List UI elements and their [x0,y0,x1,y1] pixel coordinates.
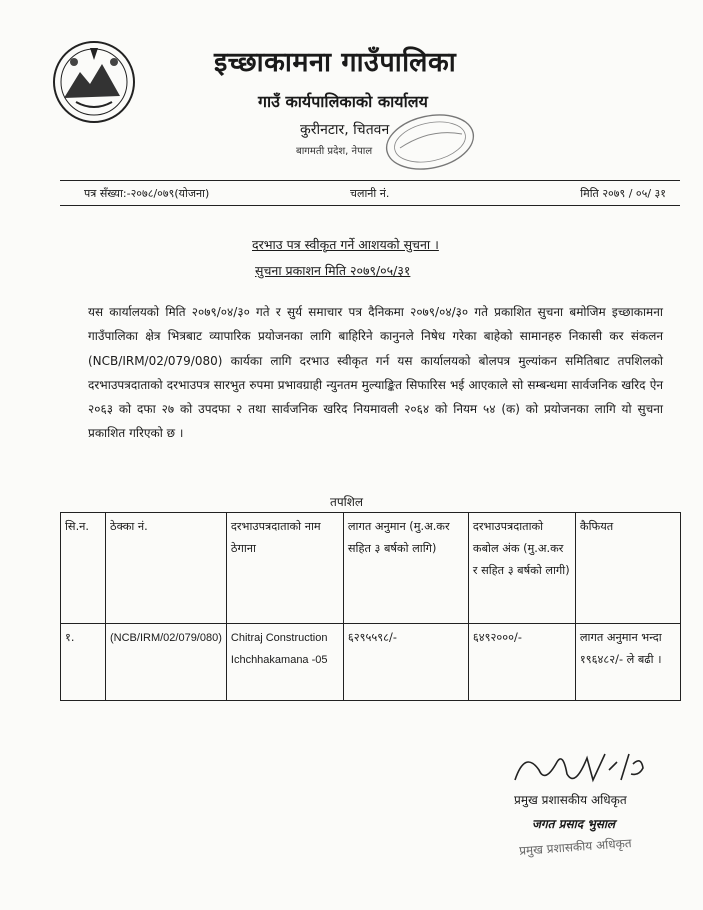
col-header-remarks: कैफियत [575,513,680,624]
signatory-name: जगत प्रसाद भुसाल [532,817,616,831]
col-header-estimate: लागत अनुमान (मु.अ.कर सहित ३ बर्षको लागि) [343,513,468,624]
col-header-bid: दरभाउपत्रदाताको कबोल अंक (मु.अ.कर र सहित ३ बर्षको लागी) [468,513,575,624]
cell-bidder: Chitraj Construction Ichchhakamana -05 [226,624,343,701]
letter-date: मिति २०७९ / ०५/ ३१ [580,187,666,200]
col-header-bidder: दरभाउपत्रदाताको नाम ठेगाना [226,513,343,624]
office-subtitle: गाउँ कार्यपालिकाको कार्यालय [258,92,428,111]
letter-number: पत्र सँख्या:-२०७८/०७९(योजना) [84,187,210,200]
details-label: तपशिल [330,495,364,509]
details-table [60,512,681,701]
notice-heading: दरभाउ पत्र स्वीकृत गर्ने आशयको सुचना । [252,237,439,252]
municipality-title: इच्छाकामना गाउँपालिका [214,47,457,78]
table-header-row [61,513,681,624]
office-stamp [370,108,480,178]
cell-estimate: ६२९५५९८/- [343,624,468,701]
reference-row [60,180,680,206]
dispatch-number: चलानी नं. [350,187,390,200]
signatory-stamp-designation: प्रमुख प्रशासकीय अधिकृत [518,836,633,858]
notice-body [88,300,663,446]
cell-contract: (NCB/IRM/02/079/080) [106,624,227,701]
publish-date: सुचना प्रकाशन मिति २०७९/०५/३१ [255,263,411,278]
cell-sn: १. [61,624,106,701]
signatory-designation: प्रमुख प्रशासकीय अधिकृत [514,793,627,807]
cell-bid: ६४९२०००/- [468,624,575,701]
cell-remarks: लागत अनुमान भन्दा १९६४८२/- ले बढी । [575,624,680,701]
office-address: कुरीनटार, चितवन [300,122,390,138]
col-header-sn: सि.न. [61,513,106,624]
notice-paragraph: यस कार्यालयको मिति २०७९/०४/३० गते र सुर्य समाचार पत्र दैनिकमा २०७९/०४/३० गते प्रकाशित सुचना बमोजिम इच्छाकामना गाउँपालिका क्षेत्र भित्रबाट व्यापारिक प्रयोजनका लागि बाहिरिने कानुनले निषेध गरेका बाहेको सामानहरु निकासी कर संकलन (NCB/IRM/02/079/080) कार्यका लागि दरभाउ स्वीकृत गर्न यस कार्यालयको बोलपत्र मुल्यांकन समितिबाट तपशिलको दरभाउपत्रदाताको दरभाउपत्र सारभुत रुपमा प्रभावग्राही न्युनतम मुल्याङ्कित सिफारिस भई आएकाले सो सम्बन्धमा सार्वजनिक खरिद ऐन २०६३ को दफा २७ को उपदफा २ तथा सार्वजनिक खरिद नियमावली २०६४ को नियम ५४ (क) को प्रयोजनका लागि यो सुचना प्रकाशित गरिएको छ । [88,305,663,441]
nepal-emblem-logo [50,38,138,126]
province-line: बागमती प्रदेश, नेपाल [296,146,373,157]
col-header-contract: ठेक्का नं. [106,513,227,624]
table-row [61,624,681,701]
